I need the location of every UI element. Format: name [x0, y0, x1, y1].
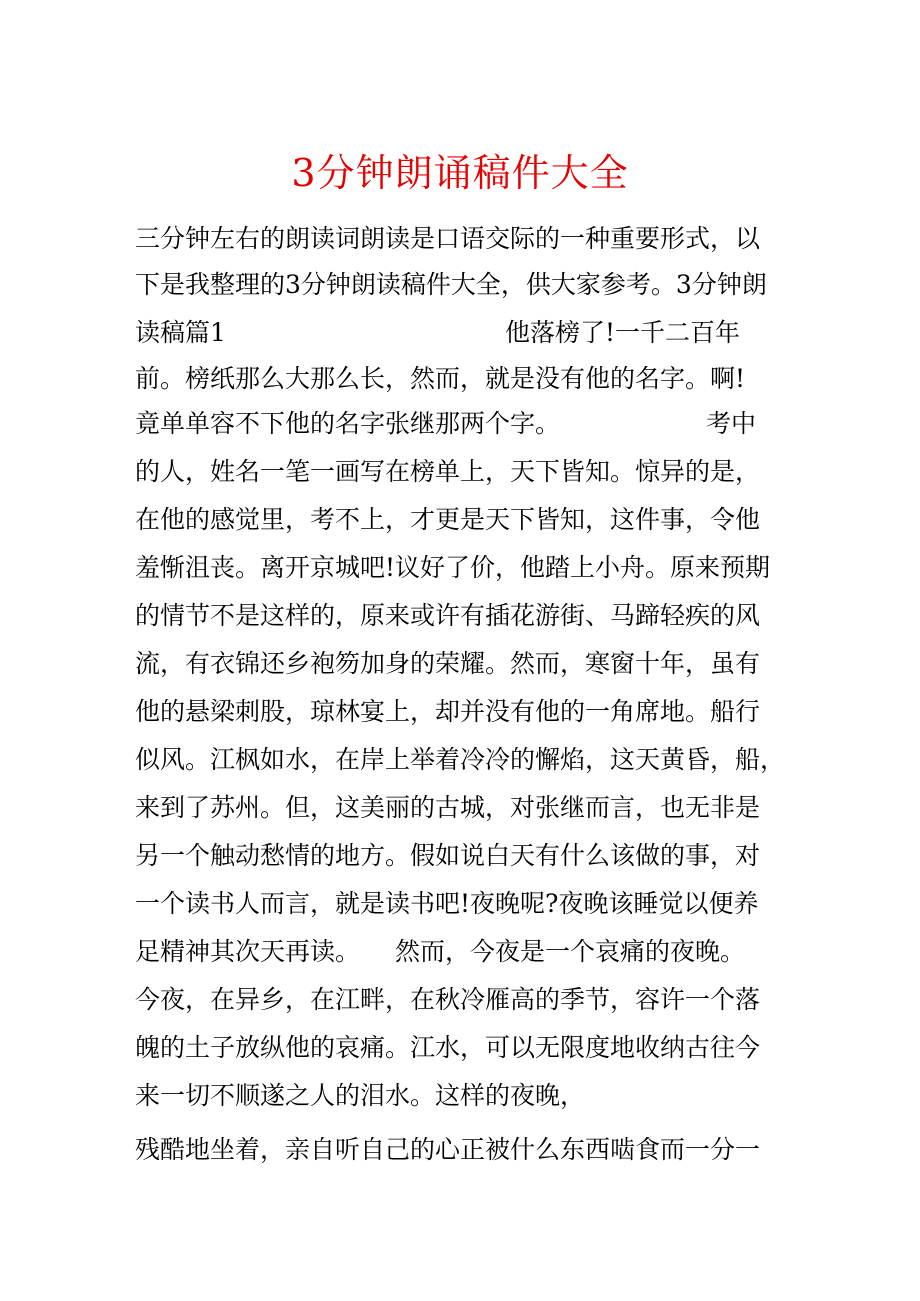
- text-line-1: 三分钟左右的朗读词朗读是口语交际的一种重要形式，以: [135, 224, 761, 253]
- text-line-19: 来一切不顺遂之人的泪水。这样的夜晚，: [135, 1081, 586, 1110]
- text-line-4: 前。榜纸那么大那么长，然而，就是没有他的名字。啊!: [135, 364, 746, 393]
- text-line-6: 的人，姓名一笔一画写在榜单上，天下皆知。惊异的是，: [135, 457, 761, 486]
- text-line-9: 的情节不是这样的，原来或许有插花游街、马蹄轻疾的风: [135, 601, 761, 630]
- text-line-5-right: 考中: [706, 409, 757, 438]
- text-line-3: 读稿篇1: [135, 318, 226, 347]
- text-line-12: 似风。江枫如水，在岸上举着冷冷的懈焰，这天黄昏，船，: [135, 745, 786, 774]
- text-line-7: 在他的感觉里，考不上，才更是天下皆知，这件事，令他: [135, 505, 761, 534]
- text-line-2: 下是我整理的3分钟朗读稿件大全，供大家参考。3分钟朗: [135, 270, 767, 299]
- text-line-18: 魄的土子放纵他的哀痛。江水，可以无限度地收纳古往今: [135, 1033, 761, 1062]
- text-line-11: 他的悬梁刺股，琼林宴上，却并没有他的一角席地。船行: [135, 697, 761, 726]
- document-title: 3分钟朗诵稿件大全: [291, 151, 629, 195]
- text-line-15: 一个读书人而言，就是读书吧!夜晚呢?夜晚该睡觉以便养: [135, 889, 759, 918]
- text-line-13: 来到了苏州。但，这美丽的古城，对张继而言，也无非是: [135, 793, 761, 822]
- text-line-3-right: 他落榜了!一千二百年: [505, 318, 741, 347]
- text-line-14: 另一个触动愁情的地方。假如说白天有什么该做的事，对: [135, 841, 761, 870]
- text-line-16-right: 然而，今夜是一个哀痛的夜晚。: [395, 937, 746, 966]
- text-line-10: 流，有衣锦还乡袍笏加身的荣耀。然而，寒窗十年，虽有: [135, 649, 761, 678]
- text-line-16: 足精神其次天再读。: [135, 937, 361, 966]
- text-line-17: 今夜，在异乡，在江畔，在秋冷雁高的季节，容许一个落: [135, 985, 761, 1014]
- text-line-8: 羞惭沮丧。离开京城吧!议好了价，他踏上小舟。原来预期: [135, 553, 771, 582]
- text-line-20: 残酷地坐着，亲自听自己的心正被什么东西啮食而一分一: [135, 1135, 761, 1164]
- text-line-5: 竟单单容不下他的名字张继那两个字。: [135, 409, 561, 438]
